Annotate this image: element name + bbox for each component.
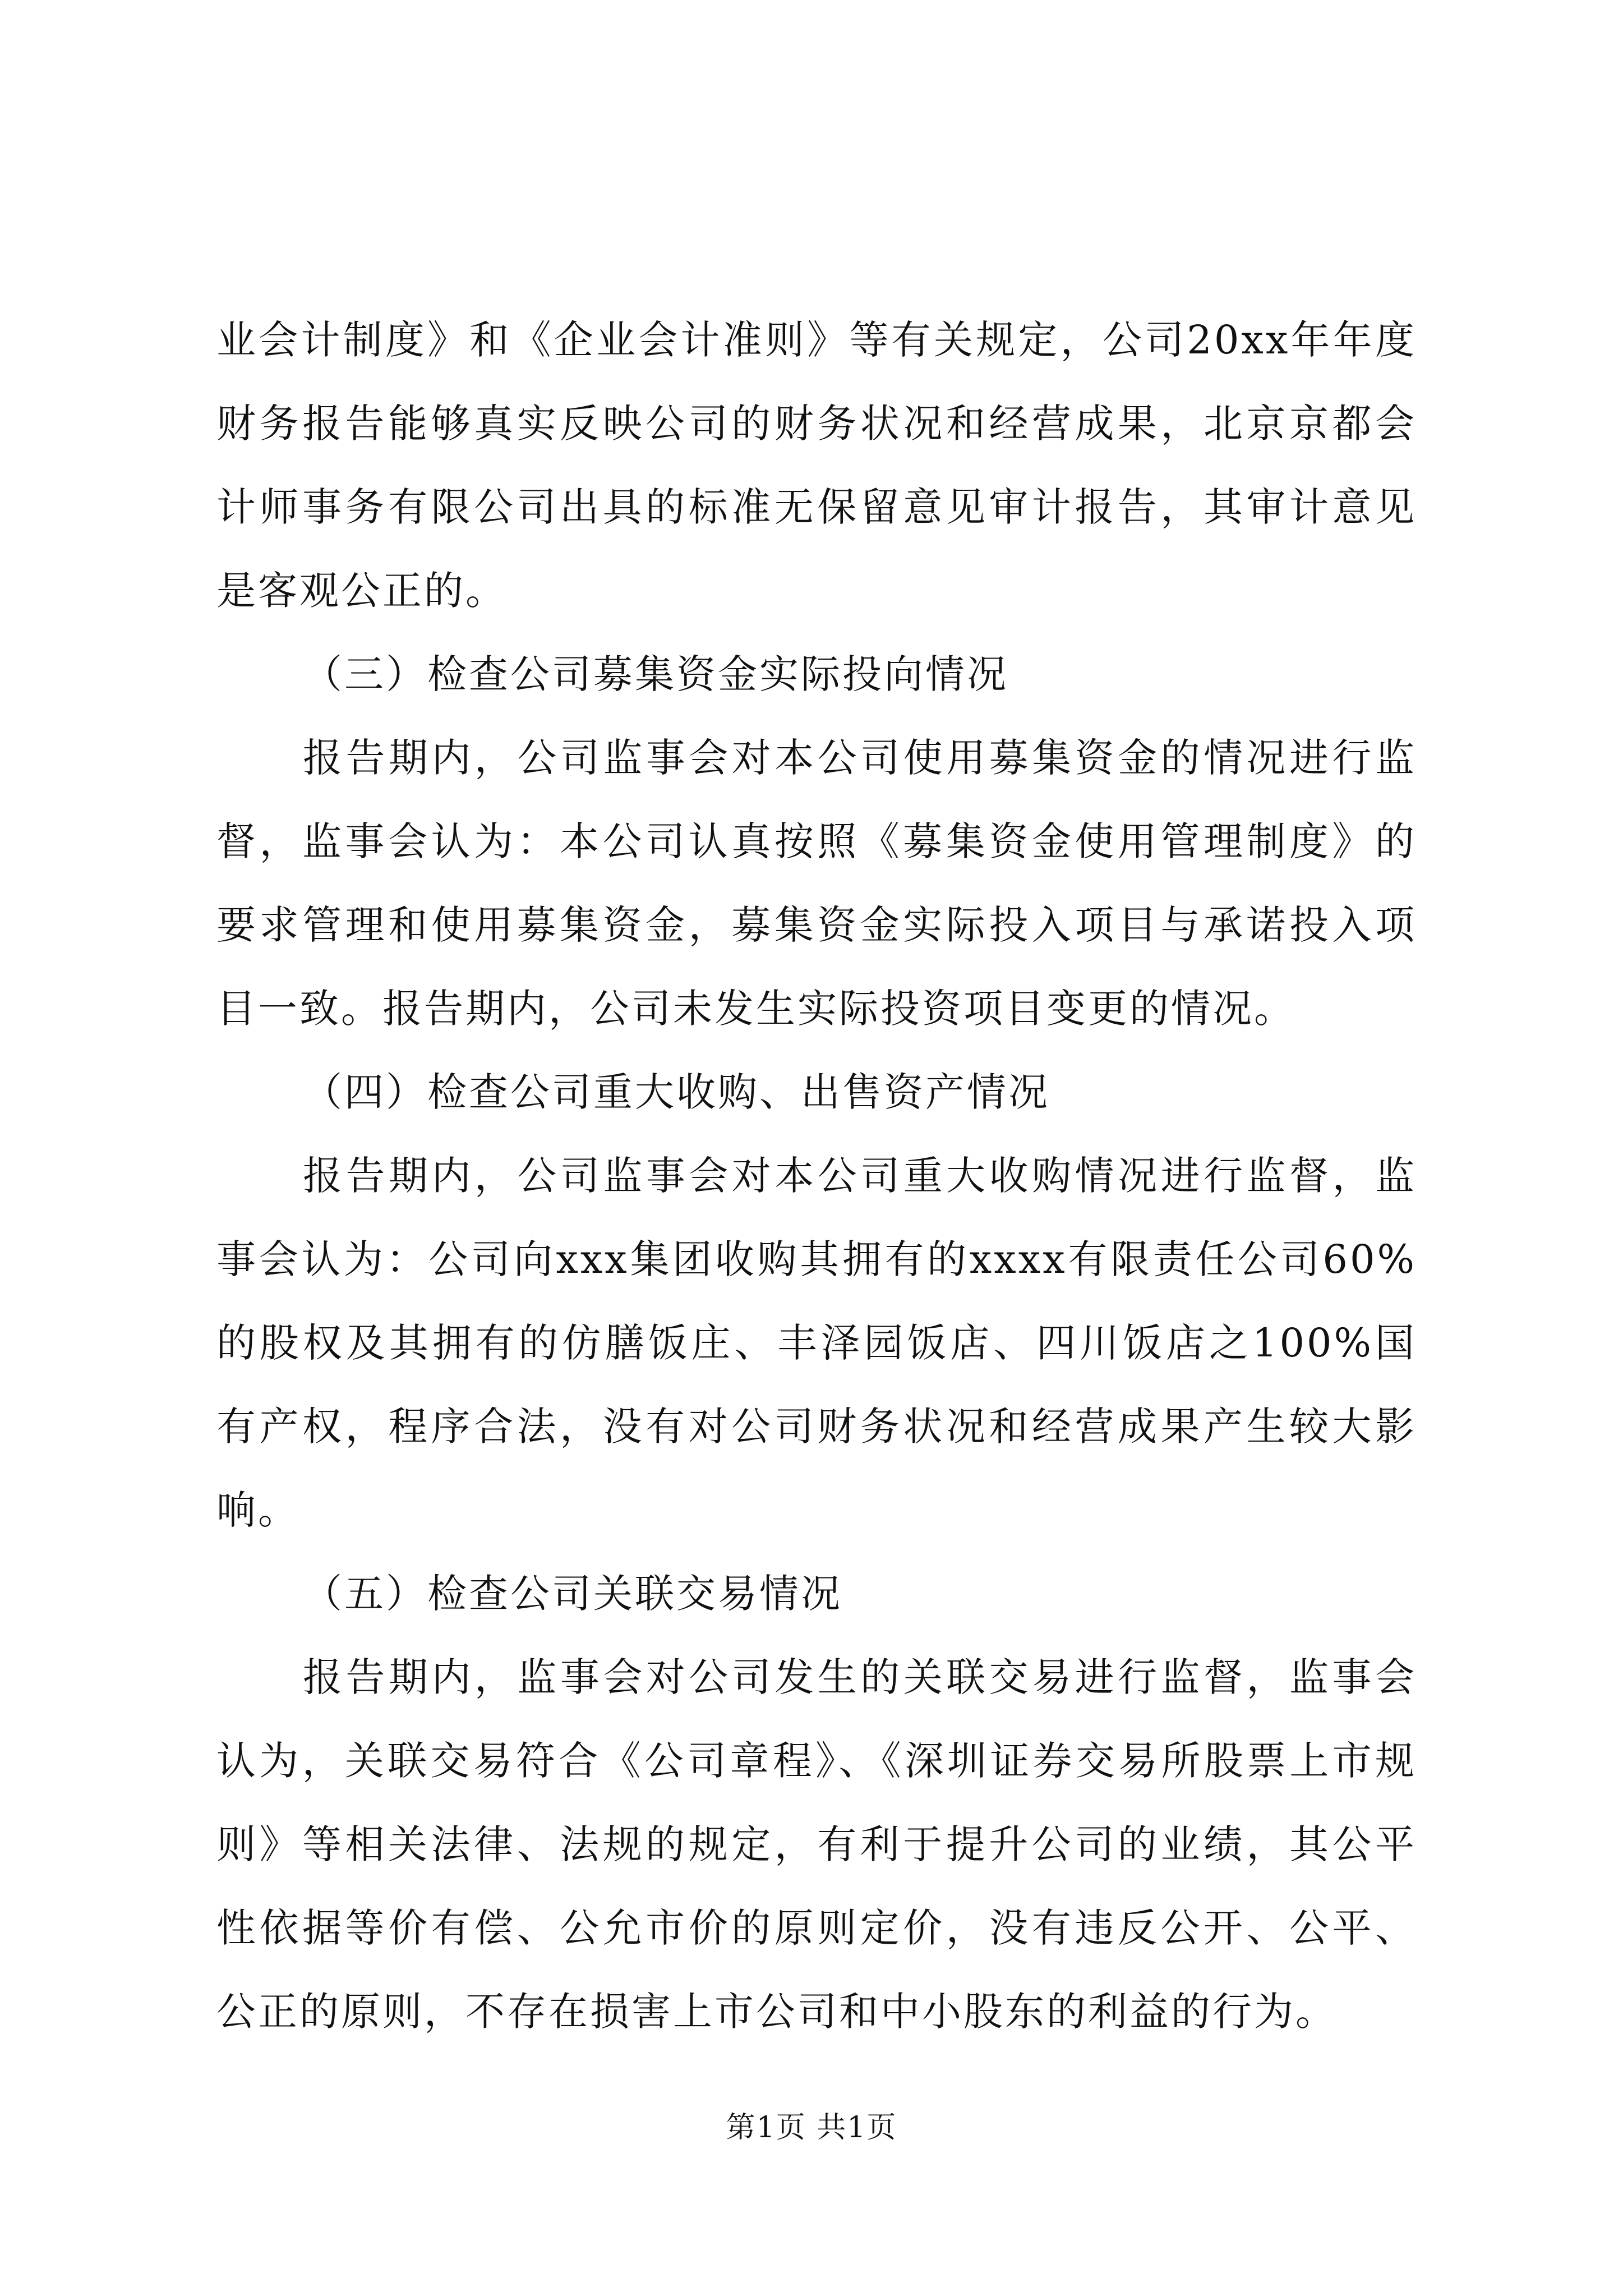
paragraph-raised-funds: 报告期内，公司监事会对本公司使用募集资金的情况进行监督，监事会认为：本公司认真按照《募集资金使用管理制度》的要求管理和使用募集资金，募集资金实际投入项目与承诺投入项目一致。报告期内，公司未发生实际投资项目变更的情况。 <box>216 735 1417 1032</box>
section-heading-5: （五）检查公司关联交易情况 <box>303 1571 842 1617</box>
document-body <box>216 298 1417 2054</box>
section-heading-3: （三）检查公司募集资金实际投向情况 <box>303 651 1008 697</box>
paragraph-related-transactions: 报告期内，监事会对公司发生的关联交易进行监督，监事会认为，关联交易符合《公司章程》、《深圳证券交易所股票上市规则》等相关法律、法规的规定，有利于提升公司的业绩，其公平性依据等价有偿、公允市价的原则定价，没有违反公开、公平、公正的原则，不存在损害上市公司和中小股东的利益的行为。 <box>216 1654 1417 2035</box>
page-footer: 第1页 共1页 <box>726 2111 897 2145</box>
paragraph-accounting-continuation: 业会计制度》和《企业会计准则》等有关规定，公司20xx年年度财务报告能够真实反映公司的财务状况和经营成果，北京京都会计师事务有限公司出具的标准无保留意见审计报告，其审计意见是客观公正的。 <box>216 317 1417 614</box>
paragraph-acquisitions: 报告期内，公司监事会对本公司重大收购情况进行监督，监事会认为：公司向xxx集团收购其拥有的xxxx有限责任公司60%的股权及其拥有的仿膳饭庄、丰泽园饭店、四川饭店之100%国有产权，程序合法，没有对公司财务状况和经营成果产生较大影响。 <box>216 1153 1417 1533</box>
section-heading-4: （四）检查公司重大收购、出售资产情况 <box>303 1069 1050 1115</box>
